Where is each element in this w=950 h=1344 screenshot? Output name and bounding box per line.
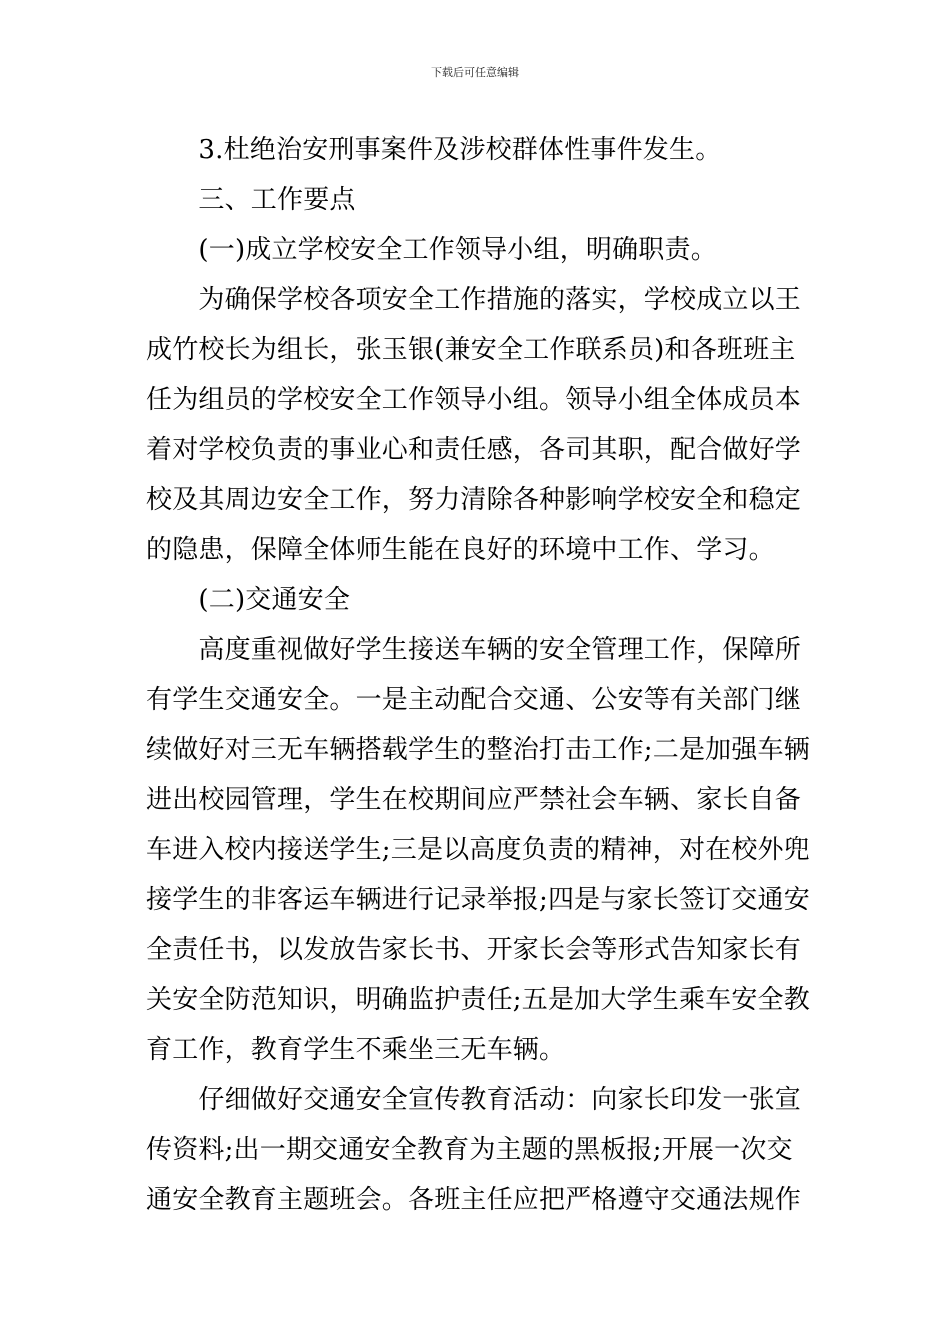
text-line: 仔细做好交通安全宣传教育活动：向家长印发一张宣 bbox=[146, 1085, 802, 1115]
text-line: 有学生交通安全。一是主动配合交通、公安等有关部门继 bbox=[146, 685, 802, 715]
text-line: 育工作，教育学生不乘坐三无车辆。 bbox=[146, 1035, 566, 1065]
text-line: 着对学校负责的事业心和责任感，各司其职，配合做好学 bbox=[146, 435, 802, 465]
text-line: 传资料;出一期交通安全教育为主题的黑板报;开展一次交 bbox=[146, 1135, 793, 1165]
text-line: 车进入校内接送学生;三是以高度负责的精神，对在校外兜 bbox=[146, 835, 810, 865]
text-line: 通安全教育主题班会。各班主任应把严格遵守交通法规作 bbox=[146, 1185, 802, 1215]
text-line: 三、工作要点 bbox=[146, 185, 356, 215]
text-line: 成竹校长为组长，张玉银(兼安全工作联系员)和各班班主 bbox=[146, 335, 796, 365]
text-line: 关安全防范知识，明确监护责任;五是加大学生乘车安全教 bbox=[146, 985, 810, 1015]
text-line: 的隐患，保障全体师生能在良好的环境中工作、学习。 bbox=[146, 535, 775, 565]
text-line: 全责任书，以发放告家长书、开家长会等形式告知家长有 bbox=[146, 935, 802, 965]
text-line: 校及其周边安全工作，努力清除各种影响学校安全和稳定 bbox=[146, 485, 802, 515]
text-line: (一)成立学校安全工作领导小组，明确职责。 bbox=[146, 235, 717, 265]
text-line: 续做好对三无车辆搭载学生的整治打击工作;二是加强车辆 bbox=[146, 735, 810, 765]
text-line: 接学生的非客运车辆进行记录举报;四是与家长签订交通安 bbox=[146, 885, 810, 915]
text-line: 进出校园管理，学生在校期间应严禁社会车辆、家长自备 bbox=[146, 785, 802, 815]
text-line: (二)交通安全 bbox=[146, 585, 351, 615]
text-line: 高度重视做好学生接送车辆的安全管理工作，保障所 bbox=[146, 635, 802, 665]
text-line: 3.杜绝治安刑事案件及涉校群体性事件发生。 bbox=[146, 135, 722, 165]
page-header: 下载后可任意编辑 bbox=[431, 66, 519, 79]
text-line: 任为组员的学校安全工作领导小组。领导小组全体成员本 bbox=[146, 385, 802, 415]
text-line: 为确保学校各项安全工作措施的落实，学校成立以王 bbox=[146, 285, 802, 315]
